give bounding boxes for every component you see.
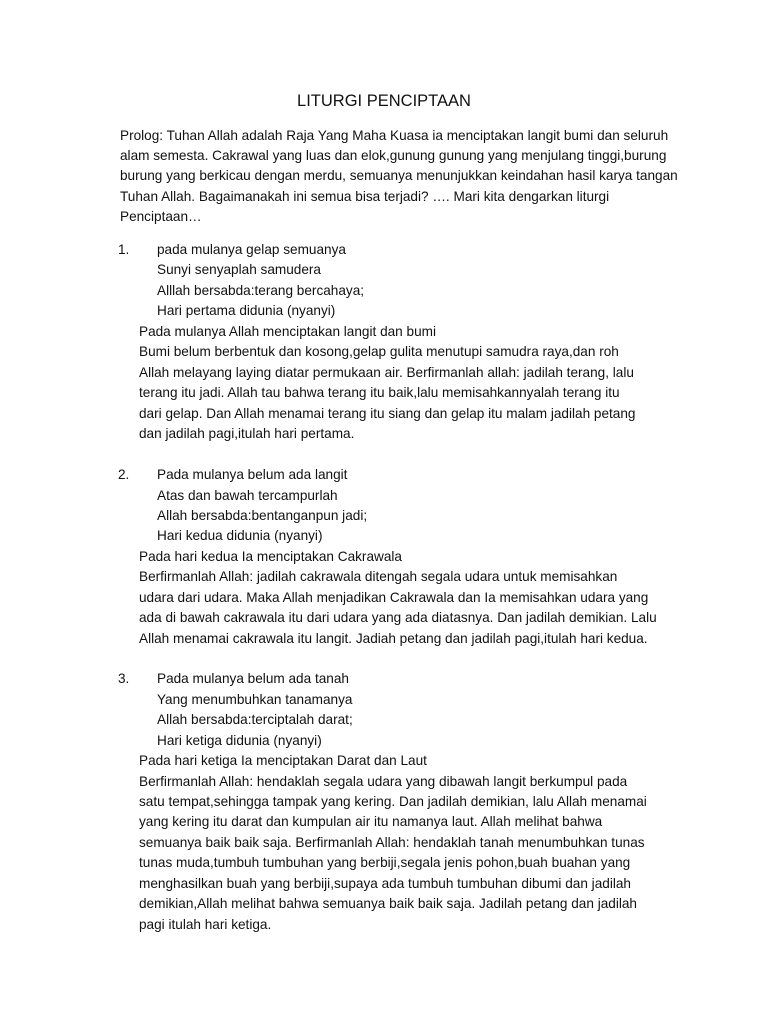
body-line: Bumi belum berbentuk dan kosong,gelap gulita menutupi samudra raya,dan roh <box>139 344 619 359</box>
poem-line: Hari pertama didunia (nyanyi) <box>157 303 336 318</box>
poem-line: Sunyi senyaplah samudera <box>157 262 321 277</box>
section-number: 3. <box>118 671 130 686</box>
poem-line: Atas dan bawah tercampurlah <box>157 488 338 503</box>
body-line: Pada hari kedua Ia menciptakan Cakrawala <box>139 549 402 564</box>
body-line: Allah menamai cakrawala itu langit. Jadiah petang dan jadilah pagi,itulah hari kedua. <box>139 631 648 646</box>
body-line: semuanya baik baik saja. Berfirmanlah Allah: hendaklah tanah menumbuhkan tunas <box>139 835 645 850</box>
poem-line: Pada mulanya belum ada langit <box>157 467 348 482</box>
body-line: pagi itulah hari ketiga. <box>139 917 272 932</box>
body-line: Pada mulanya Allah menciptakan langit dan bumi <box>139 324 436 339</box>
poem-line: Hari ketiga didunia (nyanyi) <box>157 733 322 748</box>
poem-line: Alllah bersabda:terang bercahaya; <box>157 283 365 298</box>
prolog-line: Prolog: Tuhan Allah adalah Raja Yang Maha Kuasa ia menciptakan langit bumi dan seluruh <box>120 128 669 143</box>
prolog-line: Tuhan Allah. Bagaimanakah ini semua bisa terjadi? …. Mari kita dengarkan liturgi <box>120 189 610 204</box>
section-number: 2. <box>118 467 130 482</box>
body-line: dan jadilah pagi,itulah hari pertama. <box>139 426 355 441</box>
section-number: 1. <box>118 242 130 257</box>
body-line: Berfirmanlah Allah: hendaklah segala udara yang dibawah langit berkumpul pada <box>139 774 628 789</box>
body-line: demikian,Allah melihat bahwa semuanya baik baik saja. Jadilah petang dan jadilah <box>139 896 637 911</box>
body-line: ada di bawah cakrawala itu dari udara yang ada diatasnya. Dan jadilah demikian. Lalu <box>139 610 657 625</box>
poem-line: Hari kedua didunia (nyanyi) <box>157 528 323 543</box>
prolog-line: alam semesta. Cakrawal yang luas dan elok,gunung gunung yang menjulang tinggi,burung <box>120 148 667 163</box>
body-line: Pada hari ketiga Ia menciptakan Darat dan Laut <box>139 753 427 768</box>
body-line: udara dari udara. Maka Allah menjadikan Cakrawala dan Ia memisahkan udara yang <box>139 590 649 605</box>
body-line: menghasilkan buah yang berbiji,supaya ada tumbuh tumbuhan dibumi dan jadilah <box>139 876 631 891</box>
body-line: satu tempat,sehingga tampak yang kering. Dan jadilah demikian, lalu Allah menamai <box>139 794 647 809</box>
body-line: Allah melayang laying diatar permukaan air. Berfirmanlah allah: jadilah terang, lalu <box>139 365 634 380</box>
body-line: terang itu jadi. Allah tau bahwa terang itu baik,lalu memisahkannyalah terang itu <box>139 385 620 400</box>
poem-line: pada mulanya gelap semuanya <box>157 242 346 257</box>
prolog-line: burung yang berkicau dengan merdu, semuanya menunjukkan keindahan hasil karya tangan <box>120 168 678 183</box>
body-line: yang kering itu darat dan kumpulan air itu namanya laut. Allah melihat bahwa <box>139 814 603 829</box>
poem-line: Allah bersabda:bentanganpun jadi; <box>157 508 368 523</box>
body-line: dari gelap. Dan Allah menamai terang itu siang dan gelap itu malam jadilah petang <box>139 406 636 421</box>
body-line: Berfirmanlah Allah: jadilah cakrawala ditengah segala udara untuk memisahkan <box>139 569 618 584</box>
poem-line: Pada mulanya belum ada tanah <box>157 671 349 686</box>
document-title: LITURGI PENCIPTAAN <box>297 92 471 110</box>
prolog-line: Penciptaan… <box>120 209 202 224</box>
body-line: tunas muda,tumbuh tumbuhan yang berbiji,segala jenis pohon,buah buahan yang <box>139 855 631 870</box>
poem-line: Allah bersabda:terciptalah darat; <box>157 712 353 727</box>
poem-line: Yang menumbuhkan tanamanya <box>157 692 353 707</box>
